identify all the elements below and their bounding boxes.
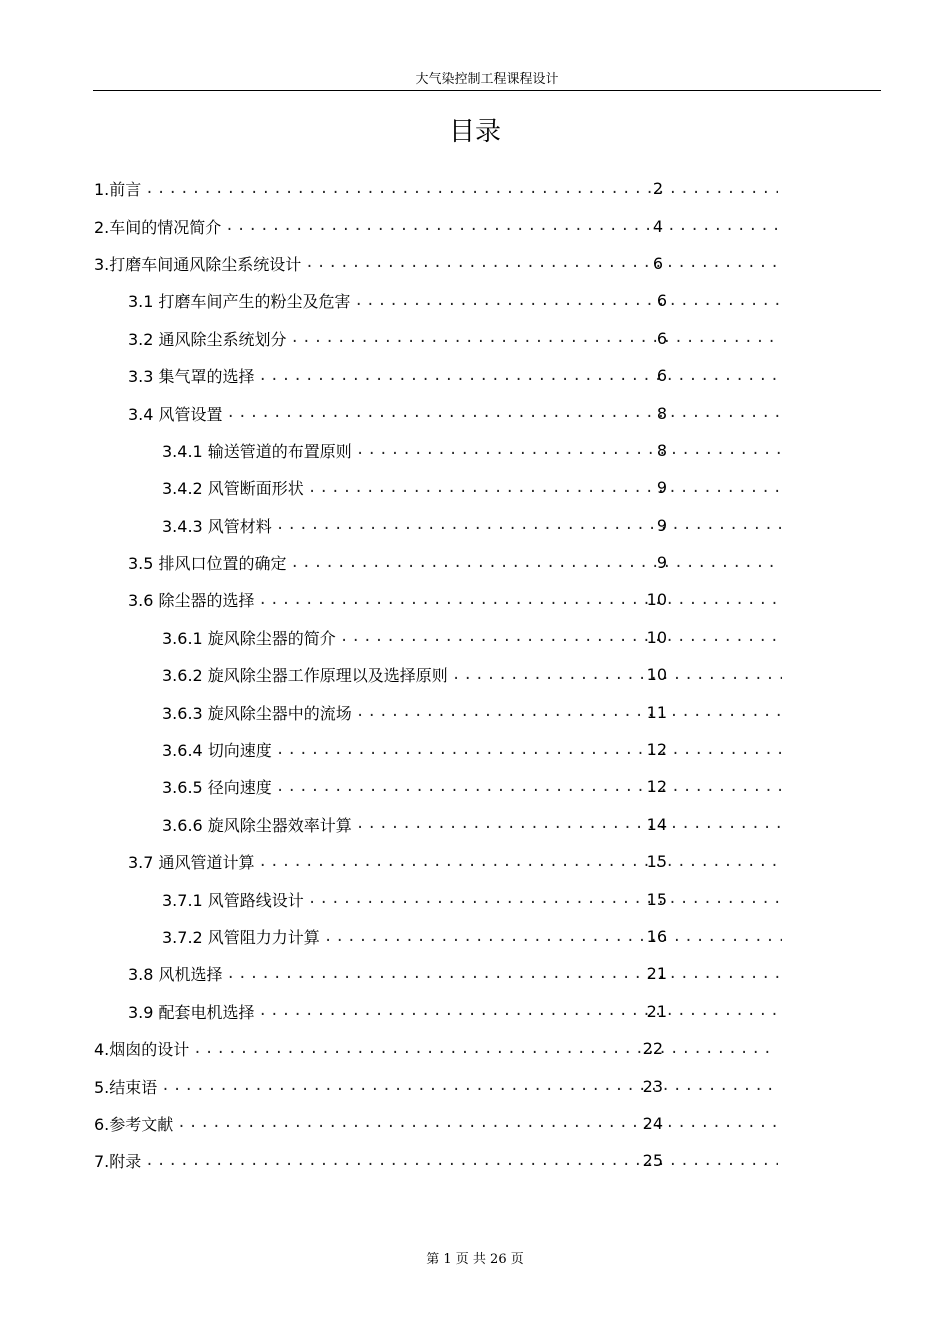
dot-leader	[259, 854, 782, 870]
toc-entry[interactable]	[0, 880, 788, 917]
toc-entry-page-number: 21	[646, 1001, 667, 1021]
toc-entry[interactable]	[0, 282, 788, 319]
table-of-contents	[0, 170, 950, 1180]
toc-entry-page-number: 24	[642, 1113, 663, 1133]
toc-entry-page-number: 2	[652, 179, 663, 199]
dot-leader	[276, 742, 782, 758]
toc-entry-page-number: 12	[646, 740, 667, 760]
toc-entry-page-number: 15	[646, 852, 667, 872]
toc-entry-label: 5.结束语	[94, 1077, 158, 1097]
dot-leader	[259, 592, 782, 608]
dot-leader	[356, 816, 782, 832]
toc-entry[interactable]	[0, 768, 788, 805]
toc-entry-label: 3.打磨车间通风除尘系统设计	[94, 254, 302, 274]
toc-entry[interactable]	[0, 432, 788, 469]
toc-entry[interactable]	[0, 245, 784, 282]
toc-entry-label: 4.烟囱的设计	[94, 1040, 190, 1060]
toc-entry-page-number: 9	[656, 553, 667, 573]
toc-entry[interactable]	[0, 1030, 784, 1067]
toc-entry-page-number: 8	[656, 403, 667, 423]
toc-entry[interactable]	[0, 469, 788, 506]
toc-entry[interactable]	[0, 955, 788, 992]
toc-entry-page-number: 4	[652, 216, 663, 236]
toc-entry[interactable]	[0, 918, 788, 955]
toc-entry-page-number: 6	[656, 366, 667, 386]
dot-leader	[305, 255, 778, 271]
toc-entry-label: 3.6.6 旋风除尘器效率计算	[162, 815, 352, 835]
toc-entry-page-number: 6	[652, 253, 663, 273]
toc-entry[interactable]	[0, 357, 788, 394]
toc-title: 目录	[448, 117, 501, 147]
toc-entry-page-number: 25	[642, 1151, 663, 1171]
toc-entry-label: 3.7.1 风管路线设计	[162, 890, 304, 910]
toc-entry-label: 3.4.3 风管材料	[162, 516, 272, 536]
toc-entry[interactable]	[0, 207, 784, 244]
toc-entry[interactable]	[0, 320, 788, 357]
dot-leader	[340, 629, 782, 645]
toc-entry[interactable]	[0, 843, 788, 880]
toc-entry[interactable]	[0, 1142, 784, 1179]
toc-entry[interactable]	[0, 1105, 784, 1142]
dot-leader	[356, 704, 782, 720]
toc-entry-label: 3.6.4 切向速度	[162, 741, 272, 761]
toc-entry-page-number: 6	[656, 291, 667, 311]
toc-entry-label: 3.4.1 输送管道的布置原则	[162, 441, 352, 461]
toc-entry-page-number: 14	[646, 814, 667, 834]
toc-entry-label: 3.4 风管设置	[128, 404, 223, 424]
toc-entry[interactable]	[0, 544, 788, 581]
toc-entry-page-number: 12	[646, 777, 667, 797]
toc-entry[interactable]	[0, 806, 788, 843]
toc-entry-page-number: 22	[642, 1039, 663, 1059]
dot-leader	[356, 442, 782, 458]
dot-leader	[177, 1115, 778, 1131]
toc-entry[interactable]	[0, 1067, 784, 1104]
dot-leader	[161, 1078, 778, 1094]
toc-entry-label: 3.2 通风除尘系统划分	[128, 329, 287, 349]
toc-entry[interactable]	[0, 619, 788, 656]
toc-entry-label: 1.前言	[94, 180, 142, 200]
dot-leader	[355, 293, 782, 309]
toc-entry-label: 7.附录	[94, 1152, 142, 1172]
toc-entry-page-number: 9	[656, 478, 667, 498]
toc-entry[interactable]	[0, 507, 788, 544]
toc-entry-label: 3.5 排风口位置的确定	[128, 554, 287, 574]
toc-entry-label: 3.6.5 径向速度	[162, 778, 272, 798]
toc-entry-page-number: 6	[656, 328, 667, 348]
dot-leader	[227, 966, 782, 982]
toc-entry-page-number: 21	[646, 964, 667, 984]
dot-leader	[145, 1153, 778, 1169]
toc-entry-page-number: 16	[646, 927, 667, 946]
toc-entry-page-number: 10	[646, 627, 667, 647]
toc-entry[interactable]	[0, 731, 788, 768]
toc-entry-label: 3.8 风机选择	[128, 965, 223, 985]
toc-entry-label: 3.4.2 风管断面形状	[162, 479, 304, 499]
toc-entry-label: 3.7.2 风管阻力力计算	[162, 928, 320, 947]
toc-entry[interactable]	[0, 656, 788, 693]
toc-entry-label: 2.车间的情况简介	[94, 217, 222, 237]
toc-entry-page-number: 9	[656, 515, 667, 535]
toc-entry-label: 3.6.3 旋风除尘器中的流场	[162, 703, 352, 723]
running-header: 大气染控制工程课程设计	[93, 70, 881, 91]
toc-entry[interactable]	[0, 993, 788, 1030]
toc-entry-label: 6.参考文献	[94, 1114, 174, 1134]
toc-entry[interactable]	[0, 394, 788, 431]
dot-leader	[259, 1003, 782, 1019]
dot-leader	[291, 555, 782, 571]
toc-entry-page-number: 15	[646, 889, 667, 909]
dot-leader	[308, 891, 782, 907]
toc-entry-label: 3.6.2 旋风除尘器工作原理以及选择原则	[162, 666, 448, 686]
dot-leader	[276, 517, 782, 533]
toc-entry-page-number: 10	[646, 590, 667, 610]
dot-leader	[324, 929, 782, 945]
dot-leader	[308, 480, 782, 496]
dot-leader	[193, 1041, 778, 1057]
toc-entry-label: 3.7 通风管道计算	[128, 853, 255, 873]
toc-entry-page-number: 10	[646, 665, 667, 685]
dot-leader	[259, 368, 782, 384]
toc-entry-label: 3.6.1 旋风除尘器的简介	[162, 628, 336, 648]
toc-entry-page-number: 23	[642, 1076, 663, 1096]
toc-entry-page-number: 8	[656, 440, 667, 460]
toc-entry[interactable]	[0, 581, 788, 618]
toc-entry-page-number: 11	[646, 702, 667, 722]
dot-leader	[291, 330, 782, 346]
dot-leader	[276, 779, 782, 795]
toc-entry-label: 3.1 打磨车间产生的粉尘及危害	[128, 292, 351, 312]
dot-leader	[227, 405, 782, 421]
toc-entry-label: 3.3 集气罩的选择	[128, 367, 255, 387]
toc-entry-label: 3.9 配套电机选择	[128, 1002, 255, 1022]
toc-entry[interactable]	[0, 170, 784, 207]
dot-leader	[145, 181, 778, 197]
dot-leader	[452, 667, 782, 683]
page-footer: 第 1 页 共 26 页	[426, 1252, 524, 1267]
toc-entry[interactable]	[0, 693, 788, 730]
toc-entry-label: 3.6 除尘器的选择	[128, 591, 255, 611]
dot-leader	[225, 218, 778, 234]
